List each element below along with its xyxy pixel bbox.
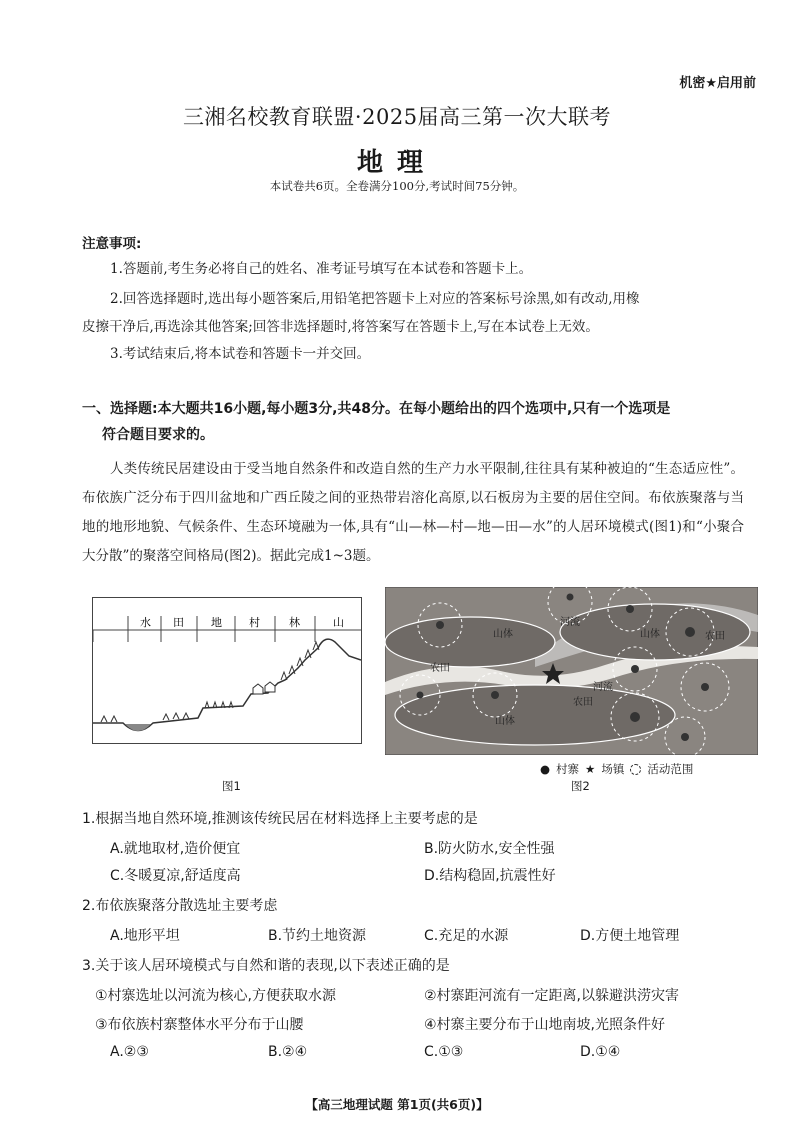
fig1-label-village: 村: [249, 616, 260, 629]
section-line-1: 一、选择题:本大题共16小题,每小题3分,共48分。在每小题给出的四个选项中,只有一个选项是: [82, 401, 671, 417]
fig1-label-field: 田: [173, 616, 184, 629]
exam-info: 本试卷共6页。全卷满分100分,考试时间75分钟。: [269, 179, 525, 193]
figure-2-map: [385, 587, 758, 755]
figure-2: [385, 587, 758, 755]
q1-option-d: D.结构稳固,抗震性好: [424, 868, 556, 884]
notice-item-2: 2.回答选择题时,选出每小题答案后,用铅笔把答题卡上对应的答案标号涂黑,如有改动,用橡: [110, 291, 640, 307]
figure-2-caption: 图2: [571, 779, 590, 793]
figure-1-caption: 图1: [222, 779, 241, 793]
notice-heading: 注意事项:: [82, 236, 142, 252]
exam-title: 三湘名校教育联盟·2025届高三第一次大联考: [182, 105, 612, 129]
confidential-mark: 机密★启用前: [679, 76, 756, 91]
label-farm-b: 农田: [705, 631, 725, 642]
mountain-a-shape: [385, 617, 555, 667]
q2-option-a: A.地形平坦: [110, 928, 180, 944]
houses: [253, 682, 275, 694]
vegetation-marks: [101, 642, 319, 722]
label-mountain-c: 山体: [495, 716, 515, 727]
q2-option-d: D.方便土地管理: [580, 928, 680, 944]
q3-option-d: D.①④: [580, 1044, 621, 1060]
notice-item-3: 3.考试结束后,将本试卷和答题卡一并交回。: [110, 346, 371, 362]
q3-statement-1: ①村寨选址以河流为核心,方便获取水源: [95, 988, 336, 1004]
label-farm-c: 农田: [573, 697, 593, 708]
material-paragraph: 人类传统民居建设由于受当地自然条件和改造自然的生产力水平限制,往往具有某种被迫的“生态适应性”。布依族广泛分布于四川盆地和广西丘陵之间的亚热带岩溶化高原,以石板房为主要的居住空间。布依族聚落与当地的地形地貌、气候条件、生态环境融为一体,具有“山—林—村—地—田—水”的人居环境模式(图1)和“小聚合大分散”的聚落空间格局(图2)。据此完成1~3题。: [82, 461, 744, 564]
range-circle-icon: [630, 764, 641, 775]
q2-option-b: B.节约土地资源: [268, 928, 367, 944]
fig1-label-forest: 林: [289, 616, 300, 629]
town-star-icon: ★: [585, 762, 596, 776]
figure-1-drawing: [93, 598, 361, 743]
label-farm-a: 农田: [430, 663, 450, 674]
label-mountain-b: 山体: [640, 629, 660, 640]
question-2-stem: 2.布依族聚落分散选址主要考虑: [82, 898, 278, 914]
legend-range: 活动范围: [647, 762, 694, 776]
label-river-top: 河流: [560, 617, 580, 628]
q1-option-b: B.防火防水,安全性强: [424, 841, 555, 857]
q3-statement-3: ③布依族村寨整体水平分布于山腰: [95, 1017, 304, 1033]
label-river-mid: 河流: [593, 682, 613, 693]
label-mountain-a: 山体: [493, 629, 513, 640]
page-footer: 【高三地理试题 第1页(共6页)】: [305, 1097, 489, 1112]
notice-item-1: 1.答题前,考生务必将自己的姓名、准考证号填写在本试卷和答题卡上。: [110, 261, 533, 277]
fig1-label-land: 地: [211, 616, 222, 629]
notice-item-2-cont: 皮擦干净后,再选涂其他答案;回答非选择题时,将答案写在答题卡上,写在本试卷上无效。: [82, 319, 599, 335]
village-dot-icon: ●: [540, 762, 551, 776]
subject-title: 地理: [356, 148, 437, 178]
fig1-label-water: 水: [140, 616, 151, 629]
legend-village: 村寨: [556, 762, 580, 776]
figure-1: [92, 597, 362, 744]
q3-option-b: B.②④: [268, 1044, 308, 1060]
legend-town: 场镇: [601, 762, 625, 776]
q3-option-a: A.②③: [110, 1044, 149, 1060]
section-heading: [82, 396, 742, 448]
q2-option-c: C.充足的水源: [424, 928, 509, 944]
question-1-stem: 1.根据当地自然环境,推测该传统民居在材料选择上主要考虑的是: [82, 811, 478, 827]
section-line-2: 符合题目要求的。: [102, 427, 214, 443]
q3-statement-2: ②村寨距河流有一定距离,以躲避洪涝灾害: [424, 988, 679, 1004]
q3-option-c: C.①③: [424, 1044, 464, 1060]
water-body: [125, 724, 151, 731]
q1-option-a: A.就地取材,造价便宜: [110, 841, 241, 857]
fig1-label-mountain: 山: [333, 616, 344, 629]
terrain-profile: [93, 639, 361, 730]
figure-2-legend: [540, 761, 693, 777]
question-3-stem: 3.关于该人居环境模式与自然和谐的表现,以下表述正确的是: [82, 958, 450, 974]
q3-statement-4: ④村寨主要分布于山地南坡,光照条件好: [424, 1017, 665, 1033]
q1-option-c: C.冬暖夏凉,舒适度高: [110, 868, 241, 884]
